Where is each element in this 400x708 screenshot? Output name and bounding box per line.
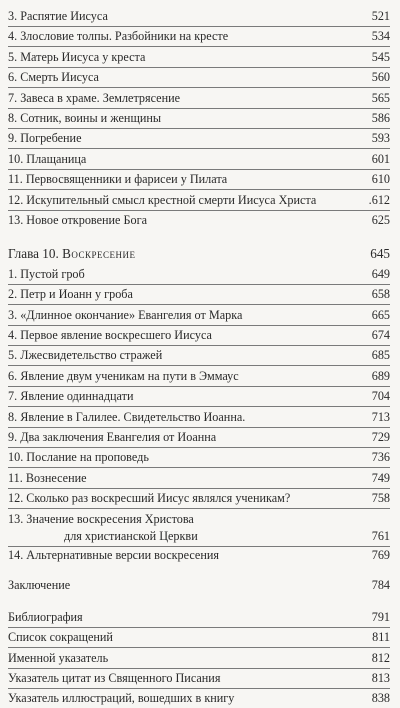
entry-title: Именной указатель — [8, 650, 109, 665]
entry-page: 545 — [371, 49, 390, 64]
appendix-entry — [8, 651, 390, 669]
appendix-entry — [8, 691, 390, 708]
toc-entry — [8, 548, 390, 565]
entry-title: 10. Послание на проповедь — [8, 450, 149, 465]
chapter-name: Воскресение — [62, 246, 136, 262]
entry-page: 674 — [371, 328, 390, 342]
entry-page: 813 — [371, 671, 390, 685]
entry-page: 791 — [371, 609, 390, 624]
chapter-page: 645 — [370, 246, 390, 262]
toc-entry — [8, 70, 390, 88]
entry-page: 593 — [371, 131, 390, 146]
entry-title: 11. Вознесение — [8, 470, 87, 485]
entry-page: 713 — [371, 409, 390, 424]
entry-page: 565 — [371, 90, 390, 105]
entry-title-continued: для христианской Церкви — [64, 528, 198, 543]
appendix-entry — [8, 671, 390, 689]
entry-title: 14. Альтернативные версии воскресения — [8, 548, 219, 562]
conclusion-entry — [8, 578, 390, 595]
entry-title: 12. Сколько раз воскресший Иисус являлся ученикам? — [8, 491, 291, 506]
entry-page: 649 — [371, 266, 390, 281]
toc-entry — [8, 308, 390, 326]
chapter-heading — [8, 246, 390, 263]
entry-title: Указатель иллюстраций, вошедших в книгу — [8, 691, 235, 706]
toc-entry — [8, 131, 390, 149]
entry-page: 689 — [371, 368, 390, 383]
entry-page: 610 — [371, 172, 390, 187]
toc-entry — [8, 471, 390, 489]
entry-title: 1. Пустой гроб — [8, 266, 85, 281]
toc-entry — [8, 491, 390, 509]
chapter-prefix: Глава 10. — [8, 246, 63, 262]
entry-page: 749 — [371, 470, 390, 485]
toc-entry — [8, 50, 390, 68]
entry-title: 9. Погребение — [8, 131, 82, 146]
entry-title: 6. Явление двум ученикам на пути в Эммаус — [8, 368, 239, 383]
entry-page: 769 — [371, 548, 390, 562]
entry-page: 784 — [371, 578, 390, 593]
entry-page: 586 — [371, 111, 390, 125]
toc-entry — [8, 430, 390, 448]
chapter-title — [8, 246, 135, 261]
entry-title: 5. Матерь Иисуса у креста — [8, 49, 146, 64]
entry-page: 658 — [371, 287, 390, 302]
toc-entry — [8, 389, 390, 407]
entry-title: 3. Распятие Иисуса — [8, 9, 108, 23]
toc-entry — [8, 193, 390, 211]
entry-page: 534 — [371, 29, 390, 44]
entry-page: 560 — [371, 70, 390, 85]
entry-title: Библиография — [8, 609, 83, 624]
entry-page: 601 — [371, 151, 390, 166]
toc-entry — [8, 9, 390, 27]
entry-page: 838 — [371, 691, 390, 706]
entry-title: Список сокращений — [8, 630, 113, 645]
entry-page: 729 — [371, 430, 390, 444]
entry-title: Заключение — [8, 578, 71, 593]
entry-page: 758 — [371, 491, 390, 506]
entry-title: 13. Новое откровение Бога — [8, 213, 148, 227]
entry-page: 704 — [371, 389, 390, 404]
entry-page: 736 — [371, 450, 390, 465]
toc-entry — [8, 328, 390, 346]
toc-entry — [8, 512, 390, 547]
entry-title: 6. Смерть Иисуса — [8, 70, 99, 85]
entry-title: 2. Петр и Иоанн у гроба — [8, 287, 133, 302]
entry-page: 812 — [371, 650, 390, 665]
toc-entry — [8, 111, 390, 129]
toc-entry — [8, 348, 390, 366]
toc-entry — [8, 369, 390, 387]
entry-title: 11. Первосвященники и фарисеи у Пилата — [8, 172, 228, 187]
toc-entry — [8, 172, 390, 190]
appendix-entry — [8, 610, 390, 628]
entry-page: 521 — [371, 9, 390, 23]
entry-page: 811 — [372, 630, 390, 645]
toc-entry — [8, 213, 390, 230]
entry-page: .612 — [368, 192, 390, 207]
toc-entry — [8, 152, 390, 170]
appendix-entry — [8, 630, 390, 648]
entry-title: 4. Злословие толпы. Разбойники на кресте — [8, 29, 229, 44]
entry-title: 3. «Длинное окончание» Евангелия от Марка — [8, 307, 243, 322]
toc-entry — [8, 450, 390, 468]
entry-title: 12. Искупительный смысл крестной смерти Иисуса Христа — [8, 192, 317, 207]
toc-entry — [8, 91, 390, 109]
entry-title: 9. Два заключения Евангелия от Иоанна — [8, 430, 217, 444]
toc-entry — [8, 410, 390, 428]
entry-title: 5. Лжесвидетельство стражей — [8, 348, 163, 363]
entry-title: 7. Явление одиннадцати — [8, 389, 134, 404]
entry-title: Указатель цитат из Священного Писания — [8, 671, 221, 685]
entry-title: 8. Явление в Галилее. Свидетельство Иоанна. — [8, 409, 246, 424]
toc-entry — [8, 267, 390, 285]
entry-title: 10. Плащаница — [8, 151, 87, 166]
entry-title: 13. Значение воскресения Христова — [8, 511, 194, 526]
entry-page: 665 — [371, 307, 390, 322]
toc-entry — [8, 29, 390, 47]
entry-title: 4. Первое явление воскресшего Иисуса — [8, 328, 212, 342]
entry-title: 8. Сотник, воины и женщины — [8, 111, 162, 125]
toc-entry — [8, 287, 390, 305]
entry-page: 685 — [371, 348, 390, 363]
entry-page: 625 — [371, 213, 390, 227]
entry-title: 7. Завеса в храме. Землетрясение — [8, 90, 181, 105]
entry-page: 761 — [371, 528, 390, 543]
